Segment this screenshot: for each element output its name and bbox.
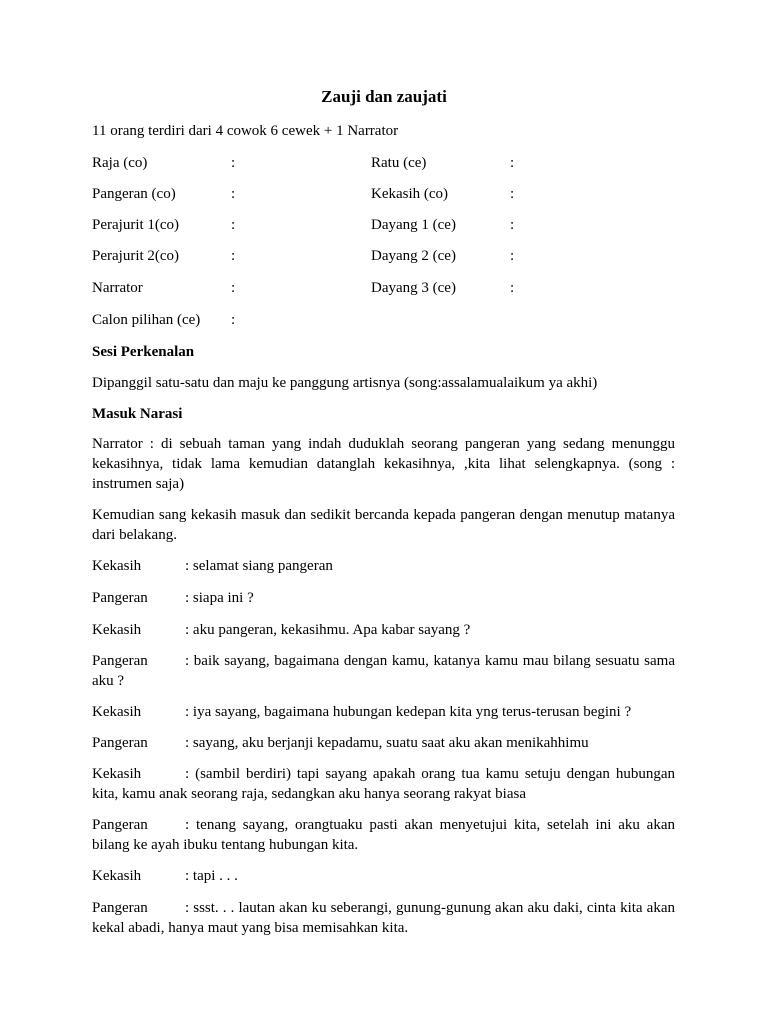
cast-row xyxy=(0,246,768,266)
dialogue-text: : (sambil berdiri) tapi sayang apakah orang tua kamu setuju dengan hubungan kita, kamu anak seorang raja, sedangkan aku hanya seorang rakyat biasa xyxy=(92,766,675,802)
cast-row xyxy=(0,310,768,330)
cast-role: Dayang 3 (ce) xyxy=(371,280,456,296)
dialogue-text: : siapa ini ? xyxy=(185,590,254,606)
cast-role: Kekasih (co) xyxy=(371,186,449,202)
cast-colon: : xyxy=(231,248,236,264)
cast-colon: : xyxy=(510,217,515,233)
cast-colon: : xyxy=(231,155,236,171)
dialogue-line xyxy=(92,620,675,640)
dialogue-text: : aku pangeran, kekasihmu. Apa kabar sayang ? xyxy=(185,622,471,638)
cast-role: Ratu (ce) xyxy=(371,155,427,171)
cast-colon: : xyxy=(510,280,515,296)
dialogue-text: : tapi . . . xyxy=(185,868,238,884)
dialogue-line xyxy=(92,702,675,722)
dialogue-line xyxy=(92,651,675,691)
cast-colon: : xyxy=(510,186,515,202)
cast-role: Raja (co) xyxy=(92,155,148,171)
cast-role: Perajurit 2(co) xyxy=(92,248,180,264)
section-text: Dipanggil satu-satu dan maju ke panggung artisnya (song:assalamualaikum ya akhi) xyxy=(92,375,598,391)
cast-colon: : xyxy=(231,186,236,202)
cast-colon: : xyxy=(231,217,236,233)
speaker-name: Kekasih xyxy=(92,622,142,638)
cast-colon: : xyxy=(231,280,236,296)
dialogue-text: : baik sayang, bagaimana dengan kamu, katanya kamu mau bilang sesuatu sama aku ? xyxy=(92,653,675,689)
speaker-name: Pangeran xyxy=(92,653,148,669)
dialogue-text: : selamat siang pangeran xyxy=(185,558,333,574)
section-heading: Sesi Perkenalan xyxy=(92,344,195,360)
cast-role: Narrator xyxy=(92,280,143,296)
narration-paragraph: Kemudian sang kekasih masuk dan sedikit bercanda kepada pangeran dengan menutup matanya dari belakang. xyxy=(92,507,675,543)
cast-role: Dayang 1 (ce) xyxy=(371,217,456,233)
speaker-name: Pangeran xyxy=(92,900,148,916)
cast-role: Calon pilihan (ce) xyxy=(92,312,201,328)
cast-role: Perajurit 1(co) xyxy=(92,217,180,233)
dialogue-line xyxy=(92,588,675,608)
cast-row xyxy=(0,184,768,204)
dialogue-line xyxy=(92,733,675,753)
dialogue-text: : tenang sayang, orangtuaku pasti akan menyetujui kita, setelah ini aku akan bilang ke ayah ibuku tentang hubungan kita. xyxy=(92,817,675,853)
cast-row xyxy=(0,153,768,173)
dialogue-line xyxy=(92,764,675,804)
speaker-name: Pangeran xyxy=(92,735,148,751)
dialogue-line xyxy=(92,815,675,855)
cast-row xyxy=(0,278,768,298)
cast-role: Dayang 2 (ce) xyxy=(371,248,456,264)
speaker-name: Pangeran xyxy=(92,590,148,606)
cast-row xyxy=(0,215,768,235)
dialogue-text: : iya sayang, bagaimana hubungan kedepan kita yng terus-terusan begini ? xyxy=(185,704,632,720)
cast-colon: : xyxy=(231,312,236,328)
speaker-name: Kekasih xyxy=(92,704,142,720)
dialogue-line xyxy=(92,556,675,576)
cast-colon: : xyxy=(510,248,515,264)
speaker-name: Kekasih xyxy=(92,558,142,574)
cast-intro: 11 orang terdiri dari 4 cowok 6 cewek + 1 Narrator xyxy=(92,123,399,139)
dialogue-line xyxy=(92,898,675,938)
dialogue-text: : ssst. . . lautan akan ku seberangi, gunung-gunung akan aku daki, cinta kita akan kekal abadi, hanya maut yang bisa memisahkan kita. xyxy=(92,900,675,936)
speaker-name: Pangeran xyxy=(92,817,148,833)
dialogue-text: : sayang, aku berjanji kepadamu, suatu saat aku akan menikahhimu xyxy=(185,735,589,751)
section-heading: Masuk Narasi xyxy=(92,406,183,422)
speaker-name: Kekasih xyxy=(92,766,142,782)
dialogue-line xyxy=(92,866,675,886)
cast-colon: : xyxy=(510,155,515,171)
cast-role: Pangeran (co) xyxy=(92,186,176,202)
narration-paragraph: Narrator : di sebuah taman yang indah duduklah seorang pangeran yang sedang menunggu kekasihnya, tidak lama kemudian datanglah kekasihnya, ,kita lihat selengkapnya. (song : instrumen saja) xyxy=(92,436,675,492)
speaker-name: Kekasih xyxy=(92,868,142,884)
document-title: Zauji dan zaujati xyxy=(321,87,447,106)
